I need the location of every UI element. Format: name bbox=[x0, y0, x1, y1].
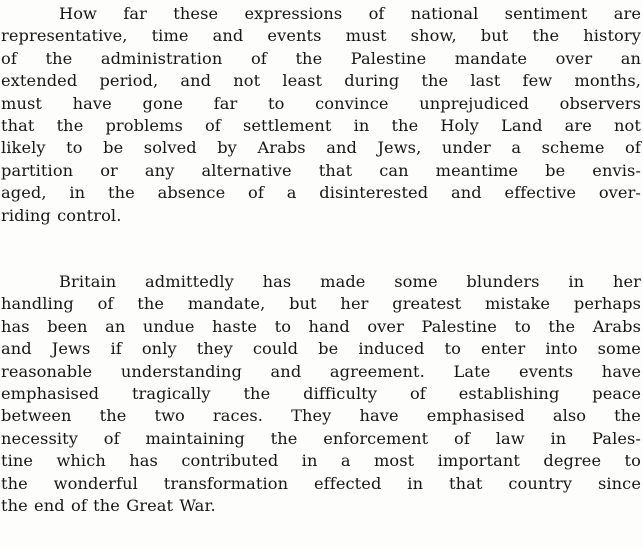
text-line: partition or any alternative that can meantime be envis- bbox=[1, 160, 641, 180]
text-line: aged, in the absence of a disinterested and effective over- bbox=[1, 183, 641, 203]
text-line: between the two races. They have emphasised also the bbox=[1, 406, 641, 426]
text-line: reasonable understanding and agreement. Late events have bbox=[1, 361, 641, 381]
text-line: and Jews if only they could be induced to enter into some bbox=[1, 339, 641, 359]
text-line: emphasised tragically the difficulty of establishing peace bbox=[1, 383, 641, 403]
text-line: must have gone far to convince unprejudiced observers bbox=[1, 93, 641, 113]
text-line: How far these expressions of national sentiment are bbox=[59, 4, 641, 23]
text-line: extended period, and not least during the last few months, bbox=[1, 71, 641, 91]
text-line: necessity of maintaining the enforcement of law in Pales- bbox=[1, 428, 641, 448]
text-line: the end of the Great War. bbox=[1, 495, 216, 515]
text-line: has been an undue haste to hand over Palestine to the Arabs bbox=[1, 316, 641, 336]
text-line: that the problems of settlement in the Holy Land are not bbox=[1, 115, 641, 135]
paragraph-2 bbox=[1, 271, 641, 517]
text-line: riding control. bbox=[1, 205, 122, 225]
text-line: likely to be solved by Arabs and Jews, under a scheme of bbox=[1, 138, 641, 158]
text-line: representative, time and events must show, but the history bbox=[1, 26, 641, 46]
text-line: Britain admittedly has made some blunders in her bbox=[59, 272, 641, 291]
text-line: of the administration of the Palestine mandate over an bbox=[1, 48, 641, 68]
text-line: the wonderful transformation effected in that country since bbox=[1, 473, 641, 493]
paragraph-1 bbox=[1, 3, 641, 227]
text-line: tine which has contributed in a most important degree to bbox=[1, 451, 641, 471]
text-line: handling of the mandate, but her greatest mistake perhaps bbox=[1, 294, 641, 314]
